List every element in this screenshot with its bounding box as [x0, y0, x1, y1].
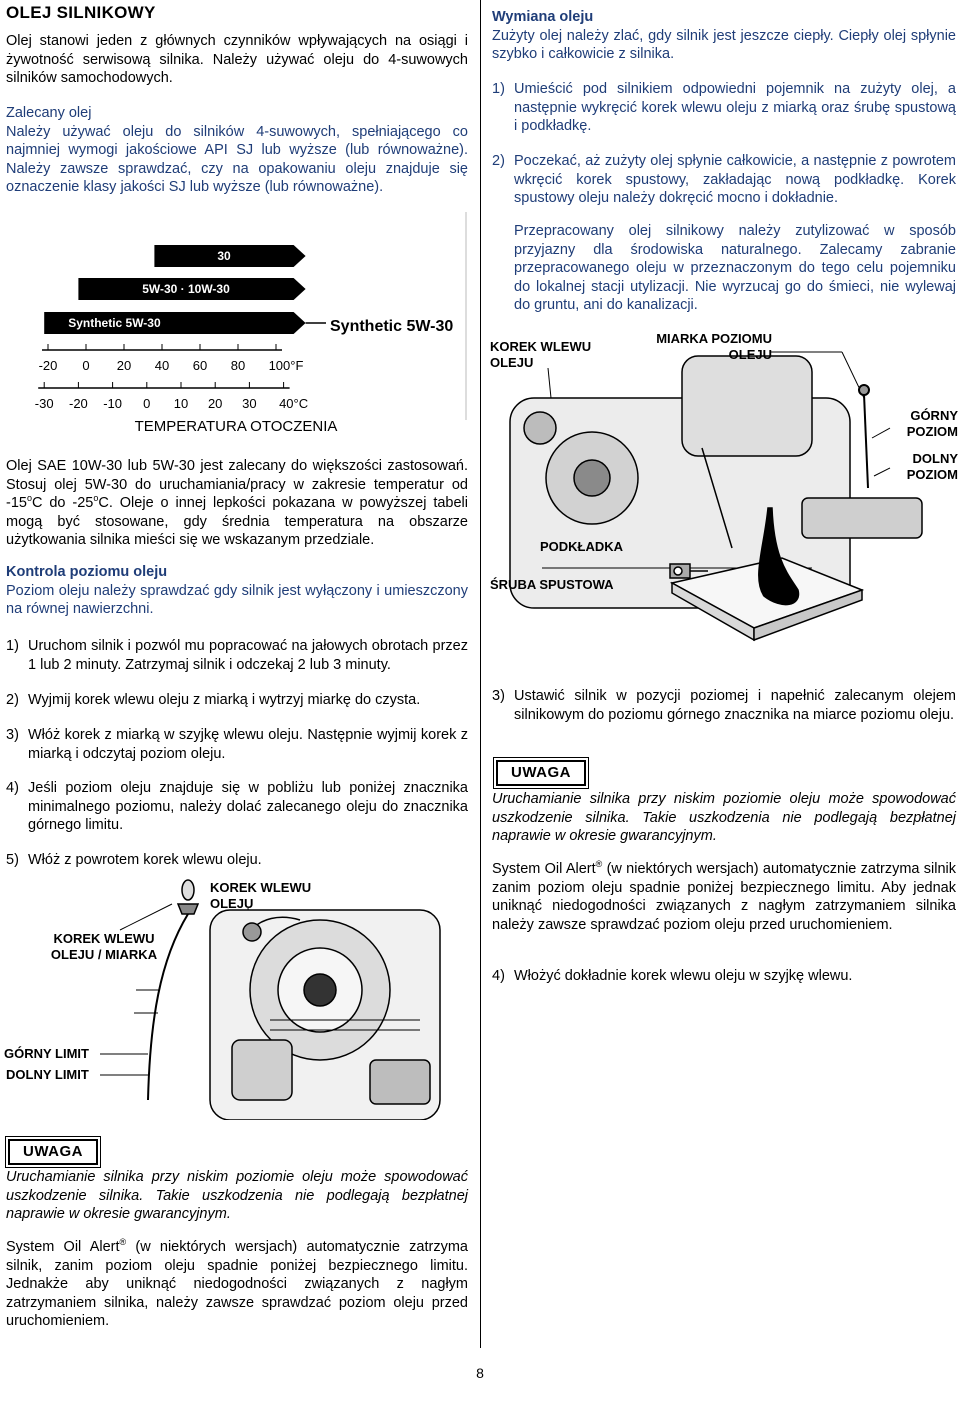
step-number: 3) [6, 727, 19, 743]
viscosity-bar-label: 30 [217, 249, 231, 263]
step-text: Włóż korek z miarką w szyjkę wlewu oleju. Następnie wyjmij korek z miarką i odczytaj poziom oleju. [28, 727, 468, 762]
step-number: 1) [6, 638, 19, 654]
fill-cap-caption: KOREK WLEWU OLEJU [210, 880, 312, 911]
fahrenheit-tick-label: 100°F [268, 358, 304, 373]
lower-level-caption: DOLNY POZIOM [906, 451, 958, 482]
callout-label: Synthetic 5W-30 [330, 318, 454, 335]
step-number: 1) [492, 81, 505, 97]
change-step [492, 152, 956, 208]
oil-alert-text-rest: (w niektórych wersjach) automatycznie zatrzyma silnik zanim poziom oleju spadnie poniżej bezpiecznego limitu. Aby jednak uniknąć niedogodności związanych z nagłym zatrzymaniem silnika należy zawsze sprawdzać poziom oleju przed uruchomieniem. [492, 861, 956, 933]
step-text: Uruchom silnik i pozwól mu popracować na jałowych obrotach przez 1 lub 2 minuty. Zatrzymaj silnik i odczekaj 2 lub 3 minuty. [28, 638, 468, 673]
level-check-body: Poziom oleju należy sprawdzać gdy silnik jest wyłączony i umieszczony na równej nawierzchni. [6, 582, 468, 617]
viscosity-bar-label: 5W-30 · 10W-30 [142, 282, 230, 296]
drain-bolt-caption: ŚRUBA SPUSTOWA [490, 577, 614, 592]
degree-symbol: o [93, 493, 99, 504]
step-text: Włóż z powrotem korek wlewu oleju. [28, 852, 262, 868]
step-number: 5) [6, 852, 19, 868]
fahrenheit-tick-label: -20 [38, 358, 58, 373]
celsius-tick-label: 20 [207, 396, 223, 411]
viscosity-chart [0, 210, 472, 425]
replace-cap-step [492, 967, 956, 986]
level-check-heading: Kontrola poziomu oleju [6, 564, 168, 580]
step-number: 4) [6, 780, 19, 796]
page-number: 8 [476, 1365, 484, 1381]
oil-alert-text: System Oil Alert [6, 1239, 120, 1255]
step-text: Jeśli poziom oleju znajduje się w pobliżu lub poniżej znacznika minimalnego poziomu, należy dolać zalecanego oleju do znacznika górnego limitu. [28, 780, 468, 833]
fahrenheit-tick-label: 0 [82, 358, 90, 373]
level-step [6, 637, 468, 674]
fill-cap-caption: KOREK WLEWU OLEJU [490, 339, 592, 370]
step-text: Ustawić silnik w pozycji poziomej i napełnić zalecanym olejem silnikowym do poziomu górnego znacznika na miarce poziomu oleju. [514, 688, 956, 723]
registered-mark: ® [595, 859, 603, 870]
level-step [6, 779, 468, 835]
celsius-tick-label: -10 [103, 396, 122, 411]
oil-alert-paragraph [6, 1238, 468, 1331]
dipstick-caption: KOREK WLEWU OLEJU / MIARKA [50, 931, 158, 962]
celsius-tick-label: 0 [143, 396, 151, 411]
recommended-oil-body: Należy używać oleju do silników 4-suwowych, spełniającego co najmniej wymogi jakościowe API SJ lub wyższe (lub równoważne). Należy zawsze sprawdzać, czy na opakowaniu oleju znajduje się oznaczenie klasy jakości SJ lub wyższe (lub równoważne). [6, 123, 468, 195]
step-number: 3) [492, 688, 505, 704]
dipstick-icon [100, 880, 198, 1100]
step-number: 2) [6, 692, 19, 708]
oil-alert-paragraph [492, 860, 956, 934]
oil-alert-text-rest: (w niektórych wersjach) automatycznie zatrzyma silnik, zanim poziom oleju spadnie poniżej bezpiecznego limitu. Jednakże aby uniknąć niedogodności związanych z nagłym zatrzymaniem silnika, należy zawsze sprawdzać poziom oleju przed uruchomieniem. [6, 1239, 468, 1329]
viscosity-bar-label: Synthetic 5W-30 [68, 316, 161, 330]
intro-paragraph: Olej stanowi jeden z głównych czynników wpływających na osiągi i żywotność serwisową silnika. Należy używać oleju do 4-suwowych silników samochodowych. [6, 33, 468, 86]
warning-text: Uruchamianie silnika przy niskim poziomie oleju może spowodować uszkodzenie silnika. Takie uszkodzenia nie podlegają bezpłatnej naprawie w okresie gwarancyjnym. [492, 791, 956, 844]
refill-step [492, 687, 956, 724]
fahrenheit-tick-label: 20 [116, 358, 132, 373]
level-step [6, 691, 468, 710]
lower-limit-caption: DOLNY LIMIT [6, 1067, 89, 1082]
upper-limit-caption: GÓRNY LIMIT [4, 1046, 89, 1061]
level-step [6, 726, 468, 763]
step-text: Wyjmij korek wlewu oleju z miarką i wytrzyj miarkę do czysta. [28, 692, 421, 708]
fahrenheit-tick-label: 60 [192, 358, 208, 373]
recycle-paragraph: Przepracowany olej silnikowy należy zutylizować w sposób przyjazny dla środowiska naturalnego. Zalecamy zabranie przepracowanego oleju w przeznaczonym do tego celu pojemniku do lokalnej stacji utylizacji. Nie wyrzucaj go do śmieci, nie wylewaj do gruntu, ani do kanalizacji. [514, 223, 956, 313]
engine-icon [210, 910, 440, 1120]
sae-recommendation [6, 457, 468, 550]
fahrenheit-tick-label: 80 [230, 358, 246, 373]
oil-change-intro: Zużyty olej należy zlać, gdy silnik jest jeszcze ciepły. Ciepły olej spłynie szybko i całkowicie z silnika. [492, 27, 956, 62]
upper-level-caption: GÓRNY POZIOM [906, 408, 958, 439]
change-step [492, 80, 956, 136]
fahrenheit-tick-label: 40 [154, 358, 170, 373]
column-divider [480, 0, 481, 1348]
warning-badge: UWAGA [8, 1139, 98, 1165]
celsius-tick-label: 40°C [279, 396, 309, 411]
warning-text: Uruchamianie silnika przy niskim poziomie oleju może spowodować uszkodzenie silnika. Takie uszkodzenia nie podlegają bezpłatnej naprawie w okresie gwarancyjnym. [6, 1169, 468, 1222]
recommended-oil-heading: Zalecany olej [6, 105, 92, 121]
step-number: 2) [492, 153, 505, 169]
step-number: 4) [492, 968, 505, 984]
sae-text-part1: Olej SAE 10W-30 lub 5W-30 jest zalecany do większości zastosowań. Stosuj olej 5W-30 do uruchamiania/pracy w zakresie temperatur od -15 [6, 458, 468, 511]
level-check-section [6, 563, 468, 619]
step-text: Włożyć dokładnie korek wlewu oleju w szyjkę wlewu. [514, 968, 853, 984]
washer-caption: PODKŁADKA [540, 539, 624, 554]
registered-mark: ® [119, 1237, 127, 1248]
recommended-oil-section [6, 104, 468, 197]
step-text: Poczekać, aż zużyty olej spłynie całkowicie, a następnie z powrotem wkręcić korek spustowy, zakładając nową podkładkę. Korek spustowy oleju należy dokręcić mocno i dokładnie. [514, 153, 956, 206]
engine-drain-illustration [482, 328, 960, 673]
sae-text-part3: C. Oleje o innej lepkości pokazana w powyższej tabeli mogą być stosowane, gdy średnia temperatura na obszarze użytkowania silnika mieści się we wskazanym przedziale. [6, 495, 468, 548]
oil-change-heading: Wymiana oleju [492, 9, 594, 25]
sae-text-part2: C do -25 [31, 495, 94, 511]
celsius-tick-label: -30 [34, 396, 54, 411]
celsius-tick-label: -20 [69, 396, 88, 411]
celsius-tick-label: 30 [242, 396, 257, 411]
dipstick-icon [859, 385, 869, 488]
celsius-tick-label: 10 [173, 396, 189, 411]
chart-x-caption: TEMPERATURA OTOCZENIA [134, 418, 338, 435]
step-text: Umieścić pod silnikiem odpowiedni pojemnik na zużyty olej, a następnie wykręcić korek wlewu oleju z miarką oraz śrubę spustową i podkładkę. [514, 81, 956, 134]
viscosity-chart-svg [0, 210, 472, 425]
page-title: OLEJ SILNIKOWY [6, 3, 156, 22]
dipstick-caption: MIARKA POZIOMU OLEJU [656, 331, 772, 362]
level-step [6, 851, 468, 870]
warning-badge: UWAGA [496, 760, 586, 786]
oil-change-section [492, 8, 956, 64]
degree-symbol: o [26, 493, 32, 504]
oil-alert-text: System Oil Alert [492, 861, 596, 877]
